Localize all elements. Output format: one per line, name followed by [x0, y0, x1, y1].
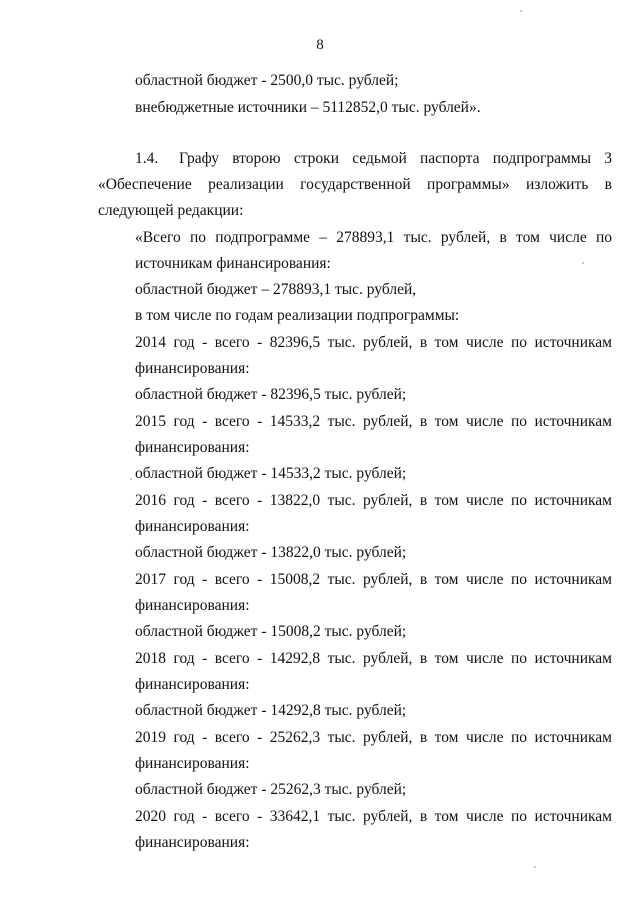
- year-2015-cont: финансирования:: [135, 439, 250, 456]
- scan-speck: [534, 866, 536, 868]
- page-number: 8: [316, 37, 324, 53]
- year-2014-line: 2014 год - всего - 82396,5 тыс. рублей, в том числе по источникам: [135, 334, 612, 351]
- section-number: 1.4.: [135, 150, 159, 167]
- year-2019-line: 2019 год - всего - 25262,3 тыс. рублей, в том числе по источникам: [135, 729, 612, 746]
- section-line-1: Графу второю строки седьмой паспорта подпрограммы 3: [179, 150, 612, 167]
- year-2018-budget: областной бюджет - 14292,8 тыс. рублей;: [135, 702, 407, 719]
- year-2017-line: 2017 год - всего - 15008,2 тыс. рублей, в том числе по источникам: [135, 571, 612, 588]
- year-2016-cont: финансирования:: [135, 518, 250, 535]
- year-2018-cont: финансирования:: [135, 676, 250, 693]
- year-2016-budget: областной бюджет - 13822,0 тыс. рублей;: [135, 544, 407, 561]
- text-line-offbudget-prev: внебюджетные источники – 5112852,0 тыс. рублей».: [135, 99, 481, 116]
- quote-line-2: источникам финансирования:: [135, 255, 331, 272]
- quote-line-3: областной бюджет – 278893,1 тыс. рублей,: [135, 281, 417, 298]
- year-2017-cont: финансирования:: [135, 597, 250, 614]
- year-2014-cont: финансирования:: [135, 360, 250, 377]
- scan-speck: [582, 262, 584, 264]
- section-line-2: «Обеспечение реализации государственной программы» изложить в: [98, 176, 612, 193]
- quote-line-4: в том числе по годам реализации подпрограммы:: [135, 307, 460, 324]
- year-2020-line: 2020 год - всего - 33642,1 тыс. рублей, в том числе по источникам: [135, 808, 612, 825]
- scan-speck: [520, 10, 522, 12]
- year-2014-budget: областной бюджет - 82396,5 тыс. рублей;: [135, 386, 407, 403]
- text-line-budget-prev: областной бюджет - 2500,0 тыс. рублей;: [135, 72, 399, 89]
- year-2015-line: 2015 год - всего - 14533,2 тыс. рублей, в том числе по источникам: [135, 413, 612, 430]
- year-2015-budget: областной бюджет - 14533,2 тыс. рублей;: [135, 465, 407, 482]
- year-2018-line: 2018 год - всего - 14292,8 тыс. рублей, в том числе по источникам: [135, 650, 612, 667]
- year-2020-cont: финансирования:: [135, 834, 250, 851]
- scan-speck: [130, 478, 132, 480]
- year-2016-line: 2016 год - всего - 13822,0 тыс. рублей, в том числе по источникам: [135, 492, 612, 509]
- section-line-3: следующей редакции:: [98, 202, 244, 219]
- quote-line-1: «Всего по подпрограмме – 278893,1 тыс. рублей, в том числе по: [135, 229, 612, 246]
- year-2017-budget: областной бюджет - 15008,2 тыс. рублей;: [135, 623, 407, 640]
- year-2019-cont: финансирования:: [135, 755, 250, 772]
- year-2019-budget: областной бюджет - 25262,3 тыс. рублей;: [135, 781, 407, 798]
